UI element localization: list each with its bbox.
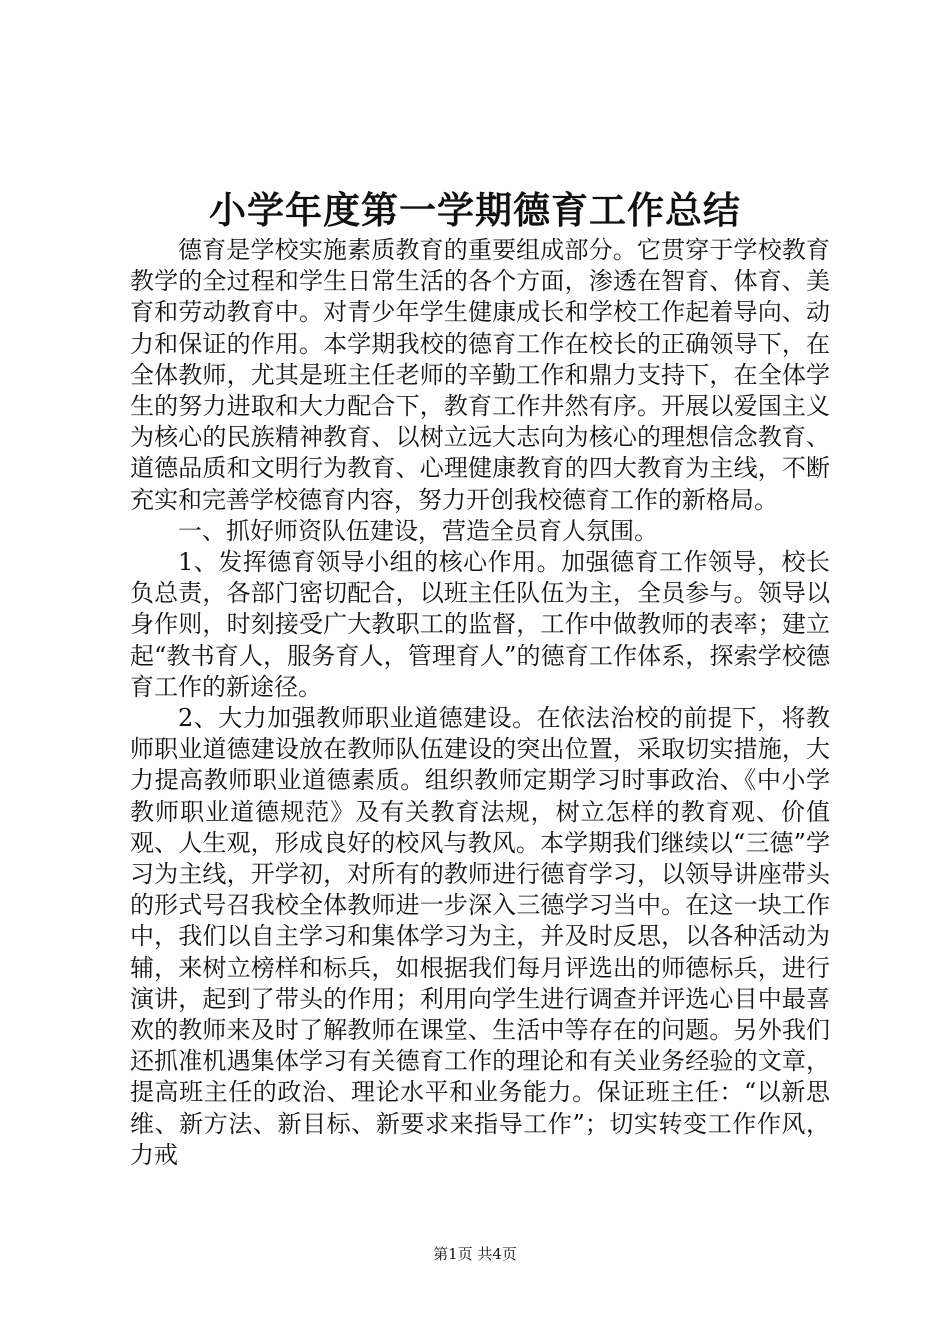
- page-footer: 第1页 共4页: [433, 1245, 517, 1263]
- document-body: [130, 235, 830, 1171]
- paragraph-item-1: 1、发挥德育领导小组的核心作用。加强德育工作领导，校长负总责，各部门密切配合，以班主任队伍为主，全员参与。领导以身作则，时刻接受广大教职工的监督，工作中做教师的表率；建立起“教书育人，服务育人，管理育人”的德育工作体系，探索学校德育工作的新途径。: [130, 548, 830, 701]
- document-title: 小学年度第一学期德育工作总结: [209, 188, 741, 232]
- paragraph-item-2: 2、大力加强教师职业道德建设。在依法治校的前提下，将教师职业道德建设放在教师队伍建设的突出位置，采取切实措施，大力提高教师职业道德素质。组织教师定期学习时事政治、《中小学教师职业道德规范》及有关教育法规，树立怎样的教育观、价值观、人生观，形成良好的校风与教风。本学期我们继续以“三德”学习为主线，开学初，对所有的教师进行德育学习，以领导讲座带头的形式号召我校全体教师进一步深入三德学习当中。在这一块工作中，我们以自主学习和集体学习为主，并及时反思，以各种活动为辅，来树立榜样和标兵，如根据我们每月评选出的师德标兵，进行演讲，起到了带头的作用；利用向学生进行调查并评选心目中最喜欢的教师来及时了解教师在课堂、生活中等存在的问题。另外我们还抓准机遇集体学习有关德育工作的理论和有关业务经验的文章，提高班主任的政治、理论水平和业务能力。保证班主任：“以新思维、新方法、新目标、新要求来指导工作”；切实转变工作作风，力戒: [130, 704, 830, 1169]
- paragraph-intro: 德育是学校实施素质教育的重要组成部分。它贯穿于学校教育教学的全过程和学生日常生活的各个方面，渗透在智育、体育、美育和劳动教育中。对青少年学生健康成长和学校工作起着导向、动力和保证的作用。本学期我校的德育工作在校长的正确领导下，在全体教师，尤其是班主任老师的辛勤工作和鼎力支持下，在全体学生的努力进取和大力配合下，教育工作井然有序。开展以爱国主义为核心的民族精神教育、以树立远大志向为核心的理想信念教育、道德品质和文明行为教育、心理健康教育的四大教育为主线，不断充实和完善学校德育内容，努力开创我校德育工作的新格局。: [130, 236, 830, 514]
- section-heading-1: 一、抓好师资队伍建设，营造全员育人氛围。: [178, 516, 658, 545]
